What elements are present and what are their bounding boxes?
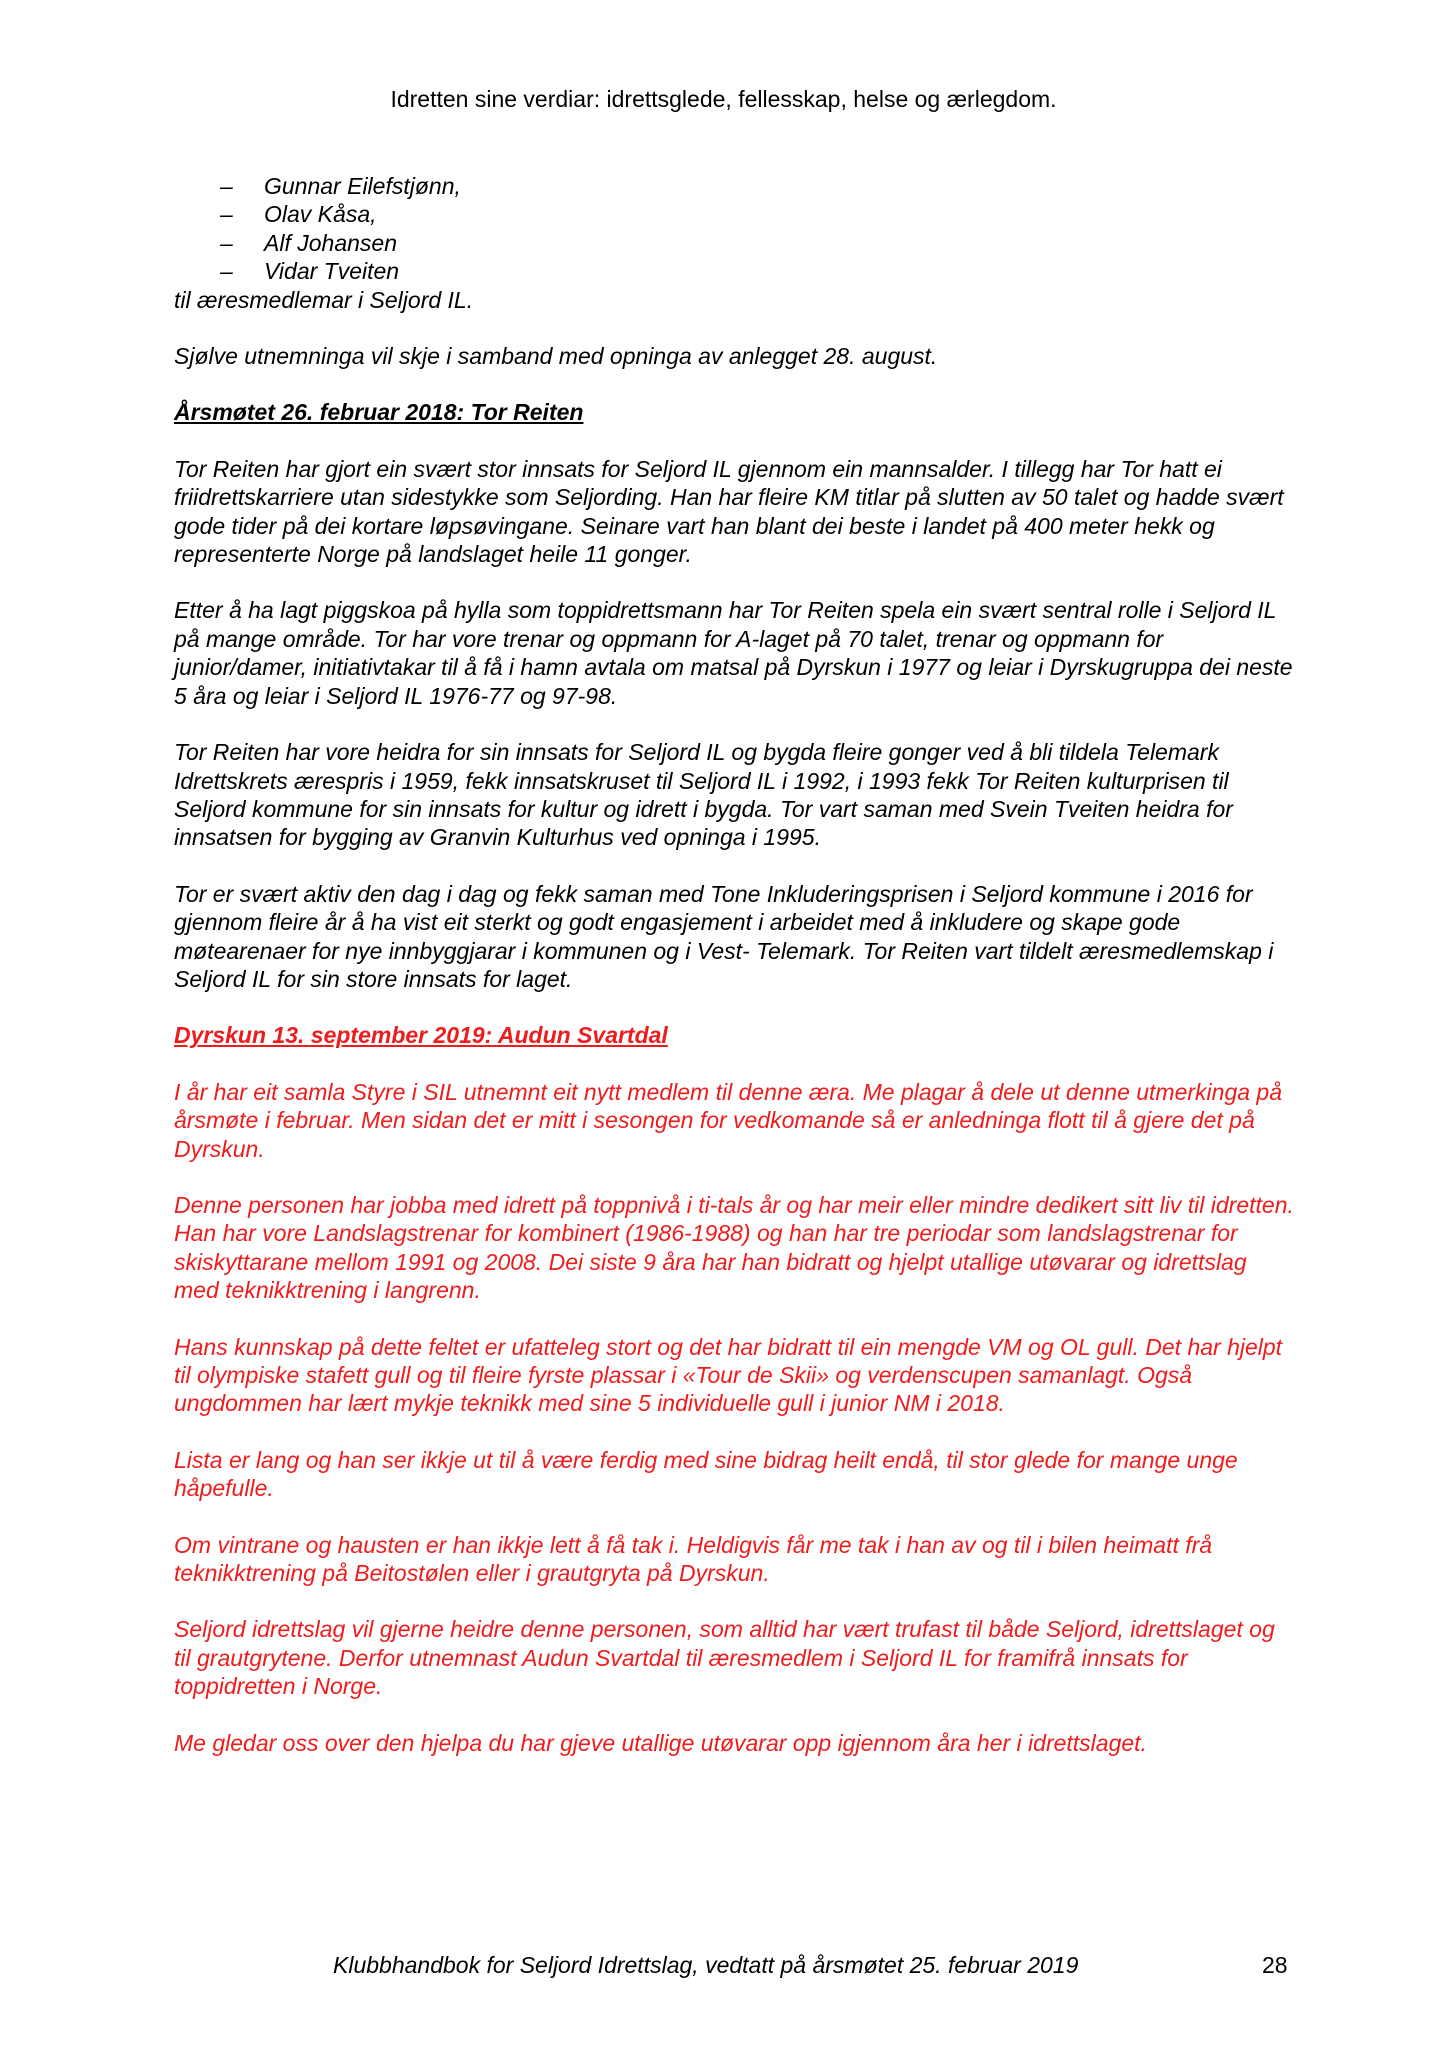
- section-heading-tor-reiten: Årsmøtet 26. februar 2018: Tor Reiten: [174, 399, 584, 426]
- paragraph: Tor Reiten har gjort ein svært stor innsats for Seljord IL gjennom ein mannsalder. I tillegg har Tor hatt ei friidrettskarriere utan sidestykke som Seljording. Han har fleire KM titlar på slutten av 50 talet og hadde svært gode tider på dei kortare løpsøvingane. Seinare vart han blant dei beste i landet på 400 meter hekk og representerte Norge på landslaget heile 11 gonger.: [174, 455, 1284, 568]
- page-header: Idretten sine verdiar: idrettsglede, fellesskap, helse og ærlegdom.: [390, 86, 1057, 112]
- paragraph: I år har eit samla Styre i SIL utnemnt eit nytt medlem til denne æra. Me plagar å dele ut denne utmerkinga på årsmøte i februar. Men sidan det er mitt i sesongen for vedkomande så er anledninga flott til å gjere det på Dyrskun.: [174, 1078, 1282, 1162]
- list-item: – Alf Johansen: [220, 229, 397, 256]
- list-item: – Olav Kåsa,: [220, 201, 377, 228]
- paragraph: Me gledar oss over den hjelpa du har gjeve utallige utøvarar opp igjennom åra her i idrettslaget.: [174, 1729, 1147, 1756]
- dash-bullet: –: [220, 173, 233, 199]
- paragraph: Tor er svært aktiv den dag i dag og fekk saman med Tone Inkluderingsprisen i Seljord kommune i 2016 for gjennom fleire år å ha vist eit sterkt og godt engasjement i arbeidet med å inkludere og skape gode møtearenaer for nye innbyggjarar i kommunen og i Vest- Telemark. Tor Reiten vart tildelt æresmedlemskap i Seljord IL for sin store innsats for laget.: [174, 880, 1274, 992]
- paragraph: Hans kunnskap på dette feltet er ufatteleg stort og det har bidratt til ein mengde VM og OL gull. Det har hjelpt til olympiske stafett gull og til fleire fyrste plassar i «Tour de Skii» og verdenscupen samanlagt. Også ungdommen har lært mykje teknikk med sine 5 individuelle gull i junior NM i 2018.: [174, 1333, 1283, 1417]
- paragraph: Seljord idrettslag vil gjerne heidre denne personen, som alltid har vært trufast til både Seljord, idrettslaget og til grautgrytene. Derfor utnemnast Audun Svartdal til æresmedlem i Seljord IL for framifrå innsats for toppidretten i Norge.: [174, 1616, 1275, 1700]
- paragraph: Etter å ha lagt piggskoa på hylla som toppidrettsmann har Tor Reiten spela ein svært sentral rolle i Seljord IL på mange område. Tor har vore trenar og oppmann for A-laget på 70 talet, trenar og oppmann for junior/damer, initiativtakar til å få i hamn avtala om matsal på Dyrskun i 1977 og leiar i Dyrskugruppa dei neste 5 åra og leiar i Seljord IL 1976-77 og 97-98.: [174, 597, 1293, 709]
- list-item: – Vidar Tveiten: [220, 258, 400, 285]
- page-number: 28: [1262, 1952, 1288, 1978]
- section-heading-audun-svartdal: Dyrskun 13. september 2019: Audun Svartdal: [174, 1022, 668, 1049]
- honorary-members-list: [174, 172, 1294, 286]
- dash-bullet: –: [220, 229, 233, 256]
- list-tail-text: til æresmedlemar i Seljord IL.: [174, 286, 474, 313]
- paragraph: Lista er lang og han ser ikkje ut til å være ferdig med sine bidrag heilt endå, til stor glede for mange unge håpefulle.: [174, 1446, 1238, 1502]
- dash-bullet: –: [220, 258, 233, 285]
- document-body: [174, 172, 1294, 1785]
- footer-text: Klubbhandbok for Seljord Idrettslag, vedtatt på årsmøtet 25. februar 2019: [333, 1952, 1079, 1978]
- paragraph: Om vintrane og hausten er han ikkje lett å få tak i. Heldigvis får me tak i han av og til i bilen heimatt frå teknikktrening på Beitostølen eller i grautgryta på Dyrskun.: [174, 1531, 1213, 1587]
- intro-paragraph: Sjølve utnemninga vil skje i samband med opninga av anlegget 28. august.: [174, 343, 938, 370]
- list-item: – Gunnar Eilefstjønn,: [220, 173, 461, 199]
- paragraph: Tor Reiten har vore heidra for sin innsats for Seljord IL og bygda fleire gonger ved å bli tildela Telemark Idrettskrets ærespris i 1959, fekk innsatskruset til Seljord IL i 1992, i 1993 fekk Tor Reiten kulturprisen til Seljord kommune for sin innsats for kultur og idrett i bygda. Tor vart saman med Svein Tveiten heidra for innsatsen for bygging av Granvin Kulturhus ved opninga i 1995.: [174, 739, 1233, 851]
- paragraph: Denne personen har jobba med idrett på toppnivå i ti-tals år og har meir eller mindre dedikert sitt liv til idretten. Han har vore Landslagstrenar for kombinert (1986-1988) og han har tre periodar som landslagstrenar for skiskyttarane mellom 1991 og 2008. Dei siste 9 åra har han bidratt og hjelpt utallige utøvarar og idrettslag med teknikktrening i langrenn.: [174, 1191, 1294, 1304]
- dash-bullet: –: [220, 201, 233, 228]
